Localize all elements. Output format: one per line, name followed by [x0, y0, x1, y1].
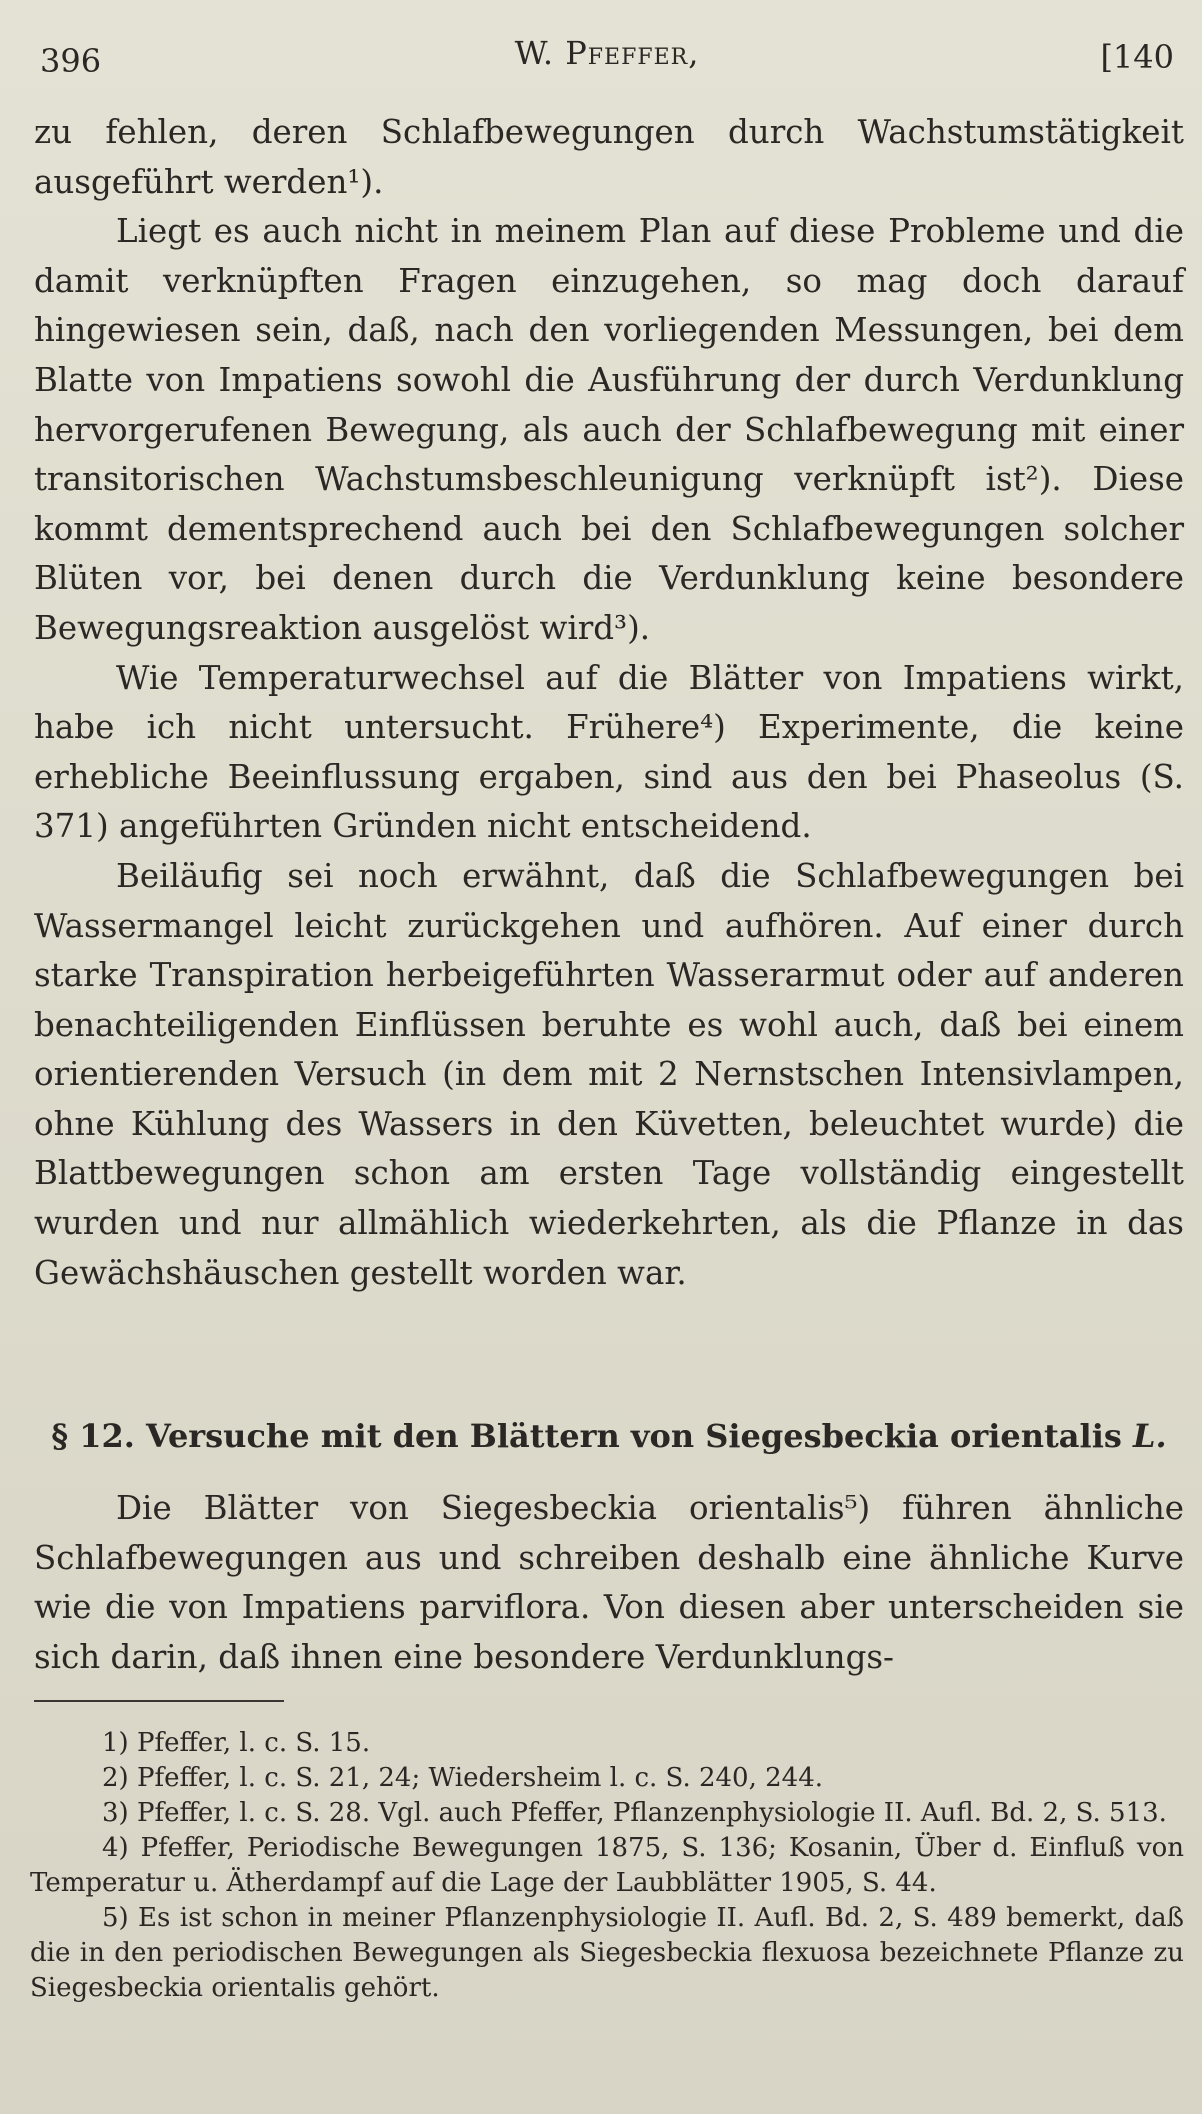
section-title: § 12. Versuche mit den Blättern von Siegesbeckia orientalis	[51, 1417, 1122, 1455]
section-author: L.	[1133, 1417, 1167, 1455]
paragraph: Die Blätter von Siegesbeckia orientalis⁵) führen ähnliche Schlafbewegungen aus und schreiben deshalb eine ähnliche Kurve wie die von Impatiens parviflora. Von diesen aber unterscheiden sie sich darin, daß ihnen eine besondere Verdunklungs-	[34, 1489, 1184, 1676]
footnote-divider	[34, 1700, 284, 1702]
section-text	[34, 1484, 1184, 1682]
footnote: 3) Pfeffer, l. c. S. 28. Vgl. auch Pfeffer, Pflanzenphysiologie II. Aufl. Bd. 2, S. 513.	[102, 1798, 1167, 1828]
footnote: 2) Pfeffer, l. c. S. 21, 24; Wiedersheim l. c. S. 240, 244.	[102, 1763, 824, 1793]
main-text	[34, 108, 1184, 1298]
bracket-page-number: [140	[1100, 38, 1174, 76]
footnote: 1) Pfeffer, l. c. S. 15.	[102, 1728, 371, 1758]
footnote: 4) Pfeffer, Periodische Bewegungen 1875, S. 136; Kosanin, Über d. Einfluß von Temperatur u. Ätherdampf auf die Lage der Laubblätter 1905, S. 44.	[30, 1833, 1184, 1898]
footnotes	[30, 1726, 1184, 2006]
footnote: 5) Es ist schon in meiner Pflanzenphysiologie II. Aufl. Bd. 2, S. 489 bemerkt, daß die in den periodischen Bewegungen als Siegesbeckia flexuosa bezeichnete Pflanze zu Siegesbeckia orientalis gehört.	[30, 1903, 1184, 2003]
running-head: W. Pfeffer,	[514, 34, 700, 72]
paragraph: zu fehlen, deren Schlafbewegungen durch Wachstumstätigkeit ausgeführt werden¹).	[34, 113, 1184, 201]
paragraph: Wie Temperaturwechsel auf die Blätter von Impatiens wirkt, habe ich nicht untersucht. Frühere⁴) Experimente, die keine erhebliche Beeinflussung ergaben, sind aus den bei Phaseolus (S. 371) angeführten Gründen nicht entscheidend.	[34, 658, 1184, 846]
section-heading	[34, 1417, 1184, 1455]
paragraph: Liegt es auch nicht in meinem Plan auf diese Probleme und die damit verknüpften Fragen einzugehen, so mag doch darauf hingewiesen sein, daß, nach den vorliegenden Messungen, bei dem Blatte von Impatiens sowohl die Ausführung der durch Verdunklung hervorgerufenen Bewegung, als auch der Schlafbewegung mit einer transitorischen Wachstumsbeschleunigung verknüpft ist²). Diese kommt dementsprechend auch bei den Schlafbewegungen solcher Blüten vor, bei denen durch die Verdunklung keine besondere Bewegungsreaktion ausgelöst wird³).	[34, 212, 1184, 647]
paragraph: Beiläufig sei noch erwähnt, daß die Schlafbewegungen bei Wassermangel leicht zurückgehen und aufhören. Auf einer durch starke Transpiration herbeigeführten Wasserarmut oder auf anderen benachteiligenden Einflüssen beruhte es wohl auch, daß bei einem orientierenden Versuch (in dem mit 2 Nernstschen Intensivlampen, ohne Kühlung des Wassers in den Küvetten, beleuchtet wurde) die Blattbewegungen schon am ersten Tage vollständig eingestellt wurden und nur allmählich wiederkehrten, als die Pflanze in das Gewächshäuschen gestellt worden war.	[34, 856, 1184, 1292]
page-header	[40, 34, 1174, 84]
page-number: 396	[40, 42, 102, 80]
